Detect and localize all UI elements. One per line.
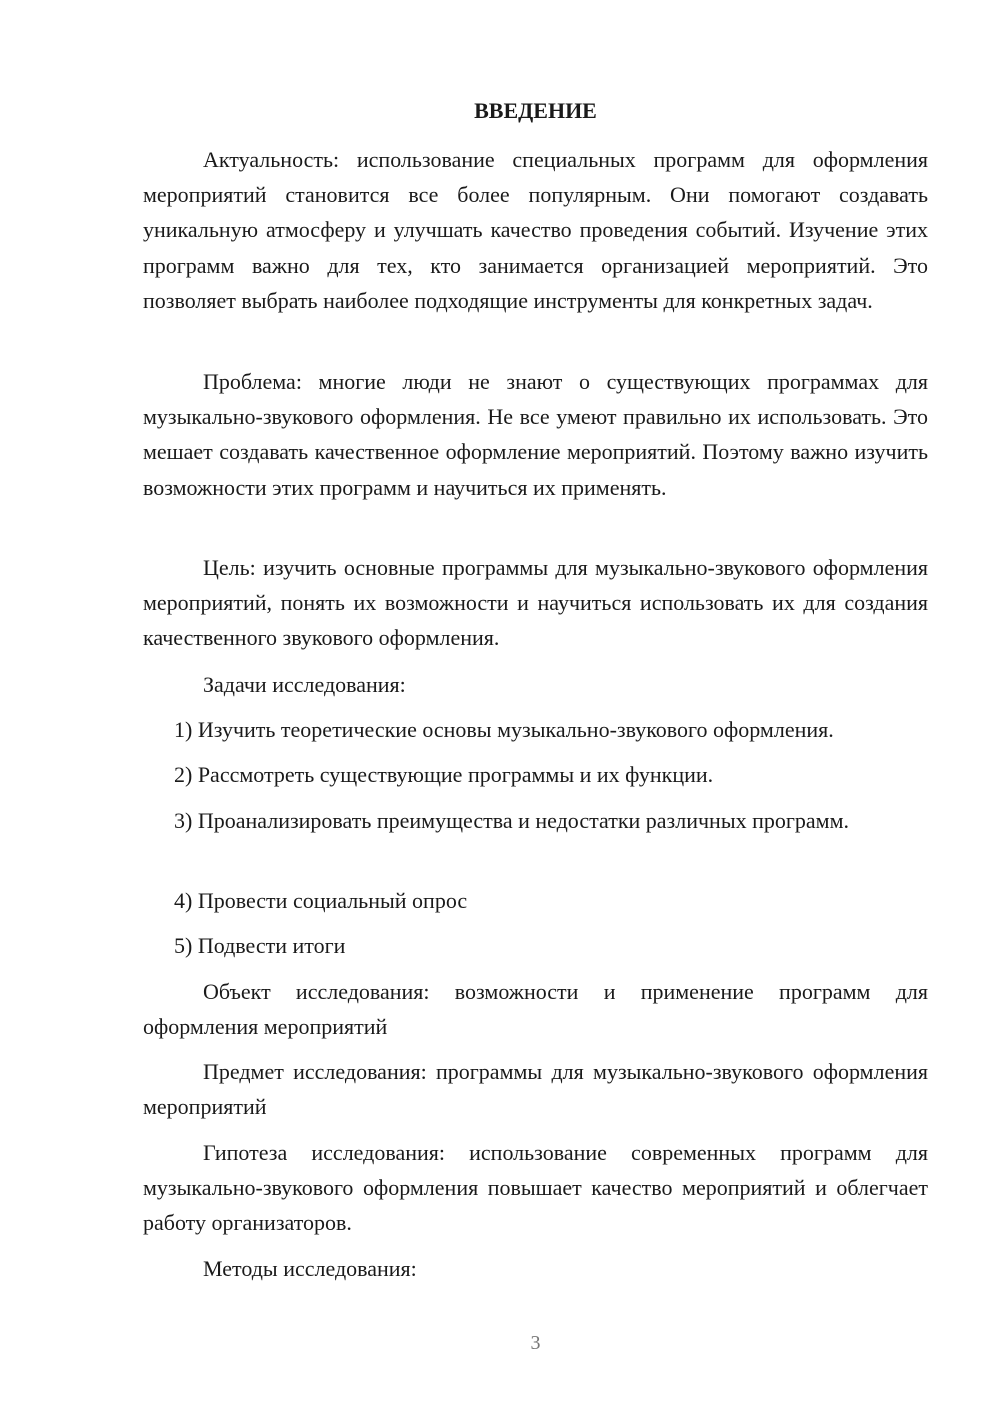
section-title: ВВЕДЕНИЕ [474, 98, 597, 123]
task-item-3: 3) Проанализировать преимущества и недостатки различных программ. [174, 808, 850, 833]
paragraph-subject: Предмет исследования: программы для музыкально-звукового оформления мероприятий [143, 1059, 928, 1120]
document-page [143, 0, 928, 1414]
paragraph-hypothesis: Гипотеза исследования: использование современных программ для музыкально-звукового оформления повышает качество мероприятий и облегчает работу организаторов. [143, 1140, 928, 1236]
paragraph-methods-heading: Методы исследования: [203, 1256, 417, 1281]
paragraph-problem: Проблема: многие люди не знают о существующих программах для музыкально-звукового оформления. Не все умеют правильно их использовать. Это мешает создавать качественное оформление мероприятий. Поэтому важно изучить возможности этих программ и научиться их применять. [143, 369, 928, 500]
paragraph-object: Объект исследования: возможности и применение программ для оформления мероприятий [143, 979, 928, 1040]
paragraph-relevance: Актуальность: использование специальных программ для оформления мероприятий становится все более популярным. Они помогают создавать уникальную атмосферу и улучшать качество проведения событий. Изучение этих программ важно для тех, кто занимается организацией мероприятий. Это позволяет выбрать наиболее подходящие инструменты для конкретных задач. [143, 147, 928, 313]
paragraph-goal: Цель: изучить основные программы для музыкально-звукового оформления мероприятий, понять их возможности и научиться использовать их для создания качественного звукового оформления. [143, 555, 928, 651]
task-item-2: 2) Рассмотреть существующие программы и их функции. [174, 762, 714, 787]
task-item-4: 4) Провести социальный опрос [174, 888, 468, 913]
task-item-5: 5) Подвести итоги [174, 933, 346, 958]
page-number: 3 [530, 1332, 541, 1354]
paragraph-tasks-heading: Задачи исследования: [203, 672, 406, 697]
task-item-1: 1) Изучить теоретические основы музыкально-звукового оформления. [174, 717, 834, 742]
